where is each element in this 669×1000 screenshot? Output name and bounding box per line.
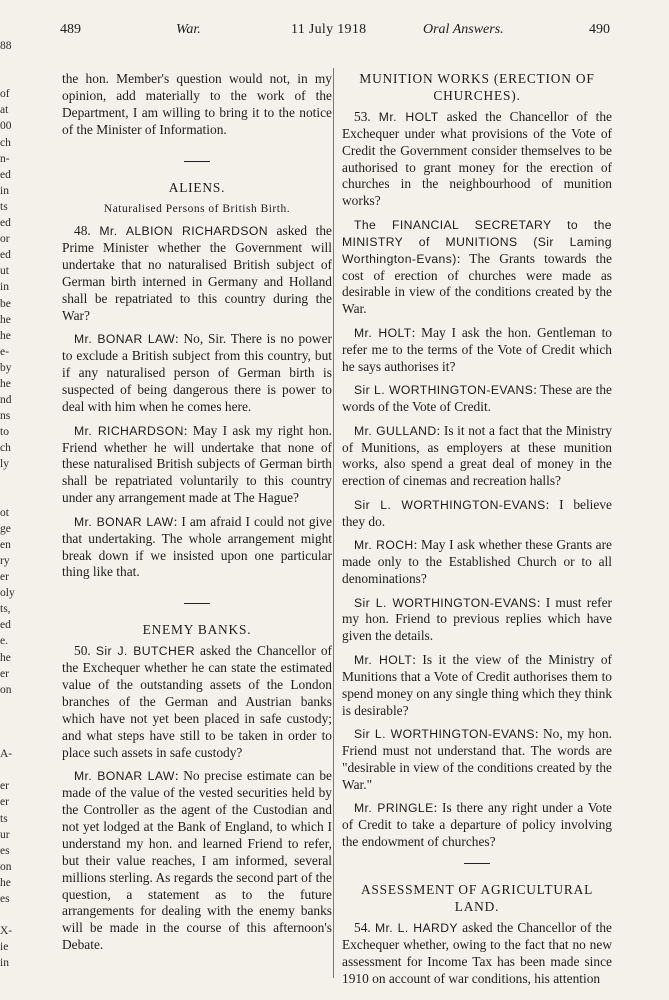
- margin-fragment: in: [0, 281, 9, 294]
- section-heading-agricultural-land: ASSESSMENT OF AGRICULTURAL LAND.: [360, 882, 594, 914]
- margin-fragment: ed: [0, 217, 11, 230]
- margin-fragment: on: [0, 683, 12, 696]
- margin-fragment: [0, 762, 20, 778]
- margin-fragment: in: [0, 184, 9, 197]
- margin-fragment: ed: [0, 619, 11, 632]
- speech-text: : May I ask whether these Grants are made only to the Established Church or to all denominations?: [342, 537, 612, 587]
- margin-fragment: e-: [0, 345, 9, 358]
- margin-fragment: at: [0, 104, 9, 117]
- margin-fragment: [0, 473, 20, 489]
- margin-fragment: on: [0, 860, 12, 873]
- supplementary-question: [342, 537, 612, 588]
- margin-fragment: A-: [0, 748, 13, 761]
- margin-fragment: he: [0, 313, 11, 326]
- margin-fragment: or: [0, 233, 10, 246]
- question-50: [62, 643, 332, 761]
- header-topic: War.: [176, 22, 201, 37]
- margin-fragment: [0, 489, 20, 505]
- speech-text: : I am afraid I could not give that undertaking. The whole arrangement might break down if we insisted upon one particular thing like that.: [62, 513, 332, 580]
- margin-fragment: ly: [0, 458, 9, 471]
- speech-text: : I believe they do.: [342, 496, 612, 529]
- speaker-name: Sir L. WORTHINGTON-EVANS: [354, 497, 546, 512]
- speech-text: : Is it the view of the Ministry of Munitions that a Vote of Credit authorises them to spend money on any single thing which they think is desirable?: [342, 651, 613, 718]
- speaker-name: Mr. BONAR LAW: [74, 769, 175, 784]
- margin-fragment: ot: [0, 506, 9, 519]
- column-divider: [333, 68, 334, 978]
- margin-fragment: he: [0, 377, 11, 390]
- margin-fragment: e.: [0, 635, 8, 648]
- margin-fragment: [0, 907, 20, 923]
- margin-fragment: ts: [0, 200, 8, 213]
- margin-fragment: he: [0, 876, 11, 889]
- continued-paragraph: the hon. Member's question would not, in my opinion, add materially to the work of the Department, I am willing to bring it to the notice of the Minister of Information.: [62, 71, 332, 137]
- supplementary-question: [342, 325, 612, 376]
- question-48: [62, 223, 332, 324]
- answer-paragraph: [342, 726, 612, 794]
- speech-text: : Is there any right under a Vote of Credit to take a departure of policy involving the endowment of churches?: [342, 800, 613, 850]
- speech-text: asked the Prime Minister whether the Government will undertake that no naturalised British subject of German birth interned in Germany and Holland shall be repatriated to this country during the War?: [62, 223, 332, 323]
- header-section: Oral Answers.: [423, 22, 504, 37]
- margin-fragment: ch: [0, 136, 11, 149]
- margin-fragment: er: [0, 796, 9, 809]
- speaker-name: The FINANCIAL SECRETARY to the MINISTRY of MUNITIONS (Sir Laming Worthington-Evans): [342, 217, 612, 266]
- margin-fragment: [0, 730, 20, 746]
- speech-text: : These are the words of the Vote of Credit.: [342, 382, 612, 415]
- margin-fragment: ge: [0, 522, 11, 535]
- speaker-name: Mr. GULLAND: [354, 423, 437, 438]
- margin-fragment: ry: [0, 555, 10, 567]
- speaker-name: Mr. PRINGLE: [354, 801, 434, 816]
- margin-fragment: es: [0, 844, 10, 857]
- speaker-name: Mr. RICHARDSON: [74, 423, 184, 438]
- answer-paragraph: [342, 497, 612, 531]
- right-column-number: 490: [589, 22, 610, 37]
- speech-text: : May I ask my right hon. Friend whether he will undertake that none of these naturalised British subjects of German birth shall be repatriated voluntarily to this country under any arrangement made at The Hague?: [62, 422, 332, 506]
- margin-fragment: [0, 54, 20, 70]
- supplementary-question: [342, 652, 612, 720]
- margin-fragment: ts: [0, 812, 8, 825]
- margin-fragment: of: [0, 88, 10, 101]
- answer-paragraph: [342, 217, 612, 318]
- answer-paragraph: [342, 382, 612, 416]
- running-header: [58, 22, 610, 42]
- margin-fragment: ut: [0, 265, 9, 278]
- subheading-naturalised-persons: Naturalised Persons of British Birth.: [103, 202, 291, 215]
- margin-fragment: to: [0, 426, 9, 439]
- margin-fragment: er: [0, 667, 9, 680]
- speaker-name: Mr. BONAR LAW: [74, 514, 174, 529]
- question-53: [342, 109, 612, 210]
- margin-fragment: in: [0, 957, 9, 970]
- margin-fragment: n-: [0, 152, 10, 165]
- margin-fragment: oly: [0, 587, 15, 600]
- speaker-name: Mr. ROCH: [354, 538, 414, 553]
- section-heading-munition-works: MUNITION WORKS (ERECTION OF CHURCHES).: [359, 71, 595, 103]
- margin-fragment: 00: [0, 120, 12, 133]
- speaker-name: Sir L. WORTHINGTON-EVANS: [354, 383, 534, 398]
- supplementary-question: [342, 800, 612, 851]
- section-rule: [464, 863, 490, 864]
- speech-text: : The Grants towards the cost of erection of churches were made as desirable in view of the conditions created by the War.: [342, 250, 612, 317]
- margin-fragment: ur: [0, 828, 10, 841]
- margin-fragment: be: [0, 297, 11, 310]
- section-heading-aliens: ALIENS.: [168, 179, 226, 195]
- facing-page-margin-fragments: [0, 38, 20, 998]
- margin-fragment: ie: [0, 941, 9, 954]
- speech-text: : No, Sir. There is no power to exclude a British subject from this country, but if any naturalised person of German birth is suspected of being dangerous there is power to deal with him when he comes here.: [62, 331, 332, 415]
- speaker-name: Mr. HOLT: [378, 109, 439, 124]
- question-number: 53.: [354, 108, 379, 124]
- answer-paragraph: [342, 595, 612, 646]
- speech-text: : No precise estimate can be made of the value of the vested securities held by the Controller as the agent of the Custodian and not yet lodged at the Bank of England, to which I understand my hon. and learned Friend to refer, but their value reaches, I am informed, several millions sterling. As regards the second part of the question, a statement as to the future arrangements for dealing with the enemy banks will be made in the course of this afternoon's Debate.: [62, 768, 332, 953]
- question-54: [342, 920, 612, 988]
- margin-fragment: ed: [0, 249, 11, 262]
- speaker-name: Mr. L. HARDY: [374, 920, 458, 935]
- margin-fragment: en: [0, 538, 11, 551]
- speaker-name: Mr. ALBION RICHARDSON: [99, 224, 268, 239]
- section-heading-enemy-banks: ENEMY BANKS.: [142, 622, 252, 638]
- speech-text: asked the Chancellor of the Exchequer under what provisions of the Vote of Credit the Government consider themselves to be authorised to grant money for the erection of churches in the neighbourhood of munition works?: [342, 108, 612, 209]
- right-column: [342, 71, 612, 994]
- question-number: 48.: [74, 223, 100, 239]
- speech-text: : No, my hon. Friend must not understand that. The words are "desirable in view of the conditions created by the War.": [342, 726, 612, 792]
- margin-fragment: he: [0, 651, 11, 664]
- answer-paragraph: [62, 514, 332, 582]
- section-rule: [184, 603, 210, 604]
- supplementary-question: [342, 423, 612, 491]
- question-number: 54.: [354, 919, 375, 935]
- margin-fragment: ns: [0, 410, 11, 423]
- speaker-name: Sir J. BUTCHER: [95, 644, 195, 659]
- margin-fragment: [0, 714, 20, 730]
- speech-text: asked the Chancellor of the Exchequer whether he can state the estimated value of the outstanding assets of the London branches of the German and Austrian banks which have not yet been placed in safe custody; and what steps have still to be taken in order to place such assets in safe custody?: [62, 643, 333, 760]
- margin-fragment: nd: [0, 394, 12, 407]
- margin-fragment: er: [0, 571, 9, 584]
- margin-fragment: ch: [0, 442, 11, 455]
- speaker-name: Sir L. WORTHINGTON-EVANS: [354, 727, 535, 742]
- speaker-name: Mr. BONAR LAW: [74, 332, 176, 347]
- margin-fragment: ed: [0, 168, 11, 181]
- margin-fragment: he: [0, 329, 11, 342]
- speaker-name: Mr. HOLT: [354, 325, 412, 340]
- margin-fragment: X-: [0, 925, 13, 938]
- speech-text: : I must refer my hon. Friend to previous replies which have given the details.: [342, 594, 612, 644]
- margin-fragment: es: [0, 892, 10, 905]
- header-date: 11 July 1918: [291, 22, 367, 37]
- speech-text: asked the Chancellor of the Exchequer whether, owing to the fact that no new assessment for Income Tax has been made since 1910 on account of war conditions, his attention: [342, 919, 612, 986]
- speaker-name: Mr. HOLT: [354, 652, 413, 667]
- question-number: 50.: [74, 643, 96, 659]
- margin-fragment: er: [0, 780, 9, 793]
- speech-text: : May I ask the hon. Gentleman to refer me to the terms of the Vote of Credit which he says authorises it?: [342, 324, 613, 374]
- left-column-number: 489: [60, 22, 81, 37]
- speech-text: : Is it not a fact that the Ministry of Munitions, as employers at these munition works, also spend a great deal of money in the erection of cinemas and recreation halls?: [342, 422, 612, 489]
- speaker-name: Sir L. WORTHINGTON-EVANS: [354, 595, 537, 610]
- supplementary-question: [62, 423, 332, 508]
- answer-paragraph: [62, 768, 332, 954]
- margin-fragment: [0, 70, 20, 86]
- margin-fragment: [0, 698, 20, 714]
- margin-fragment: by: [0, 361, 12, 374]
- left-column: [62, 71, 332, 961]
- section-rule: [184, 161, 210, 162]
- margin-fragment: 88: [0, 40, 12, 52]
- answer-paragraph: [62, 331, 332, 416]
- margin-fragment: ts,: [0, 603, 11, 616]
